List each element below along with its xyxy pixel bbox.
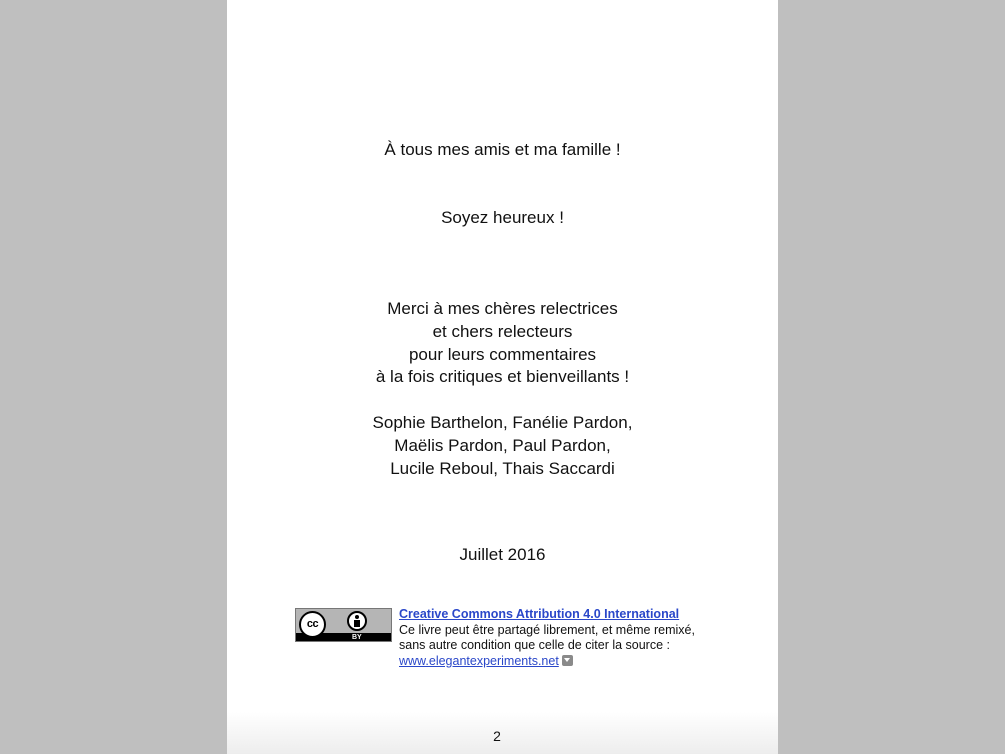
thanks-line: Merci à mes chères relectrices xyxy=(387,299,618,318)
license-text xyxy=(399,607,735,669)
page-number: 2 xyxy=(493,728,501,744)
cc-icon: cc xyxy=(299,611,326,638)
readers-line: Sophie Barthelon, Fanélie Pardon, xyxy=(372,413,633,432)
dedication-line: À tous mes amis et ma famille ! xyxy=(384,140,621,159)
thanks-line: à la fois critiques et bienveillants ! xyxy=(375,367,630,386)
attribution-person-icon xyxy=(347,611,367,631)
readers-line: Lucile Reboul, Thais Saccardi xyxy=(390,459,615,478)
license-title-link[interactable]: Creative Commons Attribution 4.0 International xyxy=(399,607,680,621)
chevron-down-icon[interactable] xyxy=(562,655,573,666)
readers-line: Maëlis Pardon, Paul Pardon, xyxy=(394,436,611,455)
thanks-line: pour leurs commentaires xyxy=(408,345,597,364)
thanks-line: et chers relecteurs xyxy=(432,322,573,341)
license-description-line: Ce livre peut être partagé librement, et même remixé, xyxy=(399,622,695,637)
by-label: BY xyxy=(352,634,362,641)
cc-by-logo[interactable] xyxy=(295,608,392,642)
license-block xyxy=(295,607,735,673)
date-line: Juillet 2016 xyxy=(459,545,546,564)
website-link[interactable]: www.elegantexperiments.net xyxy=(399,653,559,668)
dedication-wish: Soyez heureux ! xyxy=(441,208,564,227)
license-description-line: sans autre condition que celle de citer la source : xyxy=(399,638,670,652)
document-page xyxy=(227,0,778,754)
